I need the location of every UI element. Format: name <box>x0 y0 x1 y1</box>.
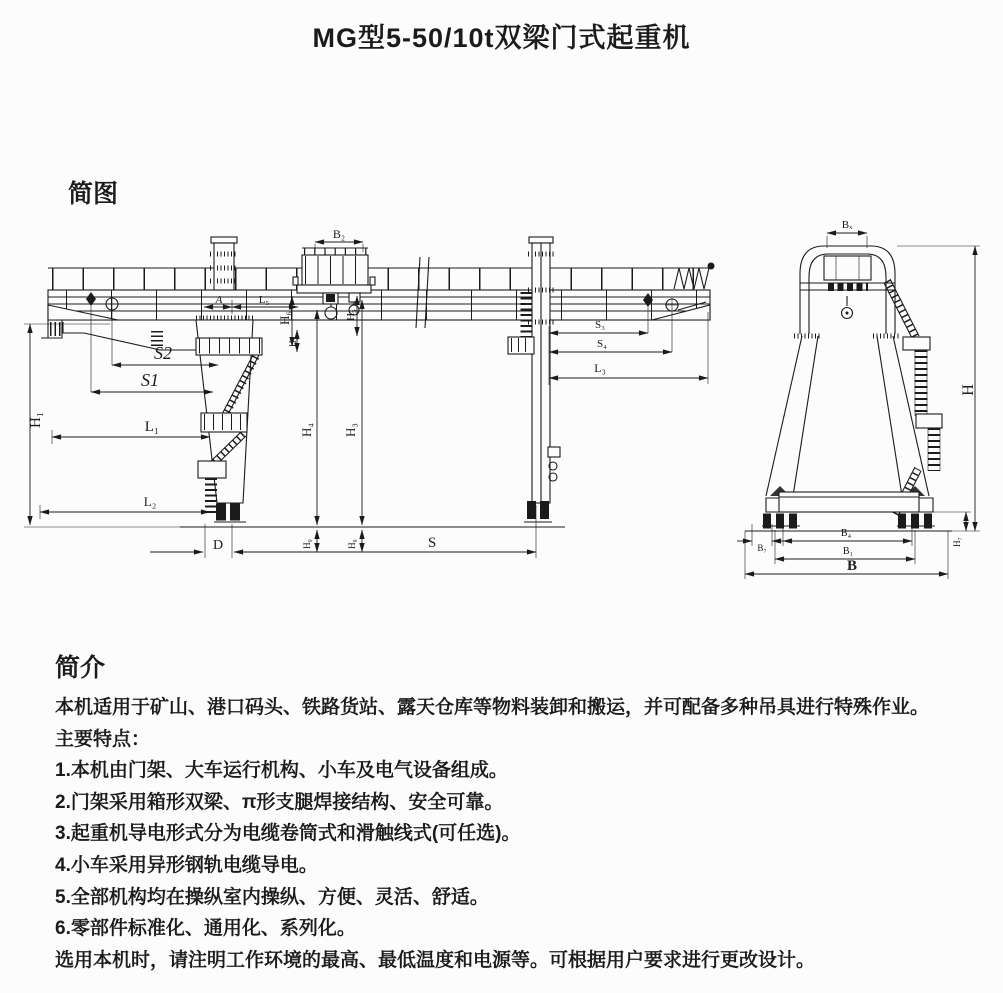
dim-label-h: H <box>960 384 977 396</box>
dim-label-s: S <box>427 535 437 551</box>
dim-label-h9: H₉ <box>302 539 312 549</box>
dim-label-s3: S₃ <box>595 319 605 331</box>
dim-label-l2: L₂ <box>143 494 157 509</box>
diagram-heading: 简图 <box>68 180 119 208</box>
dim-label-h7: H₇ <box>952 537 962 547</box>
dim-label-b: B <box>846 558 858 574</box>
dim-label-h8: H₈ <box>347 539 357 549</box>
dim-label-b1: B₁ <box>842 546 854 557</box>
feature-item: 3.起重机导电形式分为电缆卷筒式和滑触线式(可任选)。 <box>55 823 521 845</box>
feature-item: 6.零部件标准化、通用化、系列化。 <box>55 918 356 940</box>
dim-label-h4: H₄ <box>299 423 314 437</box>
feature-item: 2.门架采用箱形双梁、π形支腿焊接结构、安全可靠。 <box>55 791 504 813</box>
intro-paragraph: 本机适用于矿山、港口码头、铁路货站、露天仓库等物料装卸和搬运，并可配备多种吊具进行特殊作业。 <box>55 697 930 718</box>
side-view <box>737 219 980 579</box>
dim-label-l3: L₃ <box>594 361 606 375</box>
dim-label-s4: S₄ <box>597 338 607 350</box>
dim-label-s2: S2 <box>154 343 172 363</box>
intro-heading: 简介 <box>55 654 106 682</box>
dim-label-b2: B₂ <box>332 227 346 241</box>
dim-label-a: A <box>215 294 223 306</box>
intro-text <box>55 692 990 976</box>
front-view <box>24 227 715 558</box>
dim-label-h3: H₃ <box>343 423 358 437</box>
dim-label-l1: L₁ <box>144 419 160 435</box>
dim-label-b7: B₇ <box>757 543 767 553</box>
dim-label-h5: H₅ <box>345 309 357 321</box>
features-label: 主要特点： <box>55 728 151 750</box>
dim-label-h2: H₂ <box>288 337 298 347</box>
dim-label-d: D <box>212 538 224 553</box>
feature-item: 5.全部机构均在操纵室内操纵、方便、灵活、舒适。 <box>55 886 489 908</box>
feature-item: 4.小车采用异形钢轨电缆导电。 <box>55 854 318 876</box>
dim-label-h1: H₁ <box>28 411 44 429</box>
intro-note: 选用本机时，请注明工作环境的最高、最低温度和电源等。可根据用户要求进行更改设计。 <box>55 949 816 971</box>
dim-label-b4: B₄ <box>840 528 852 539</box>
page-title: MG型5-50/10t双梁门式起重机 <box>312 23 691 53</box>
dim-label-bx: Bₓ <box>841 219 853 231</box>
dim-label-l5: L₅ <box>258 294 270 306</box>
feature-item: 1.本机由门架、大车运行机构、小车及电气设备组成。 <box>55 760 508 782</box>
dim-label-h6: H₆ <box>277 311 292 325</box>
dim-label-s1: S1 <box>141 370 159 390</box>
